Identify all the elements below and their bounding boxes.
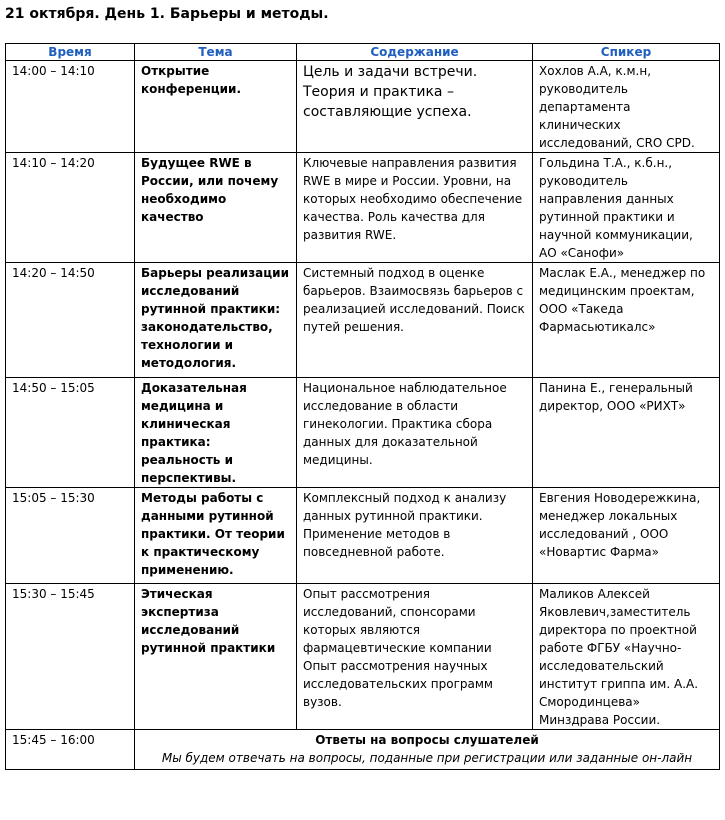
table-row	[6, 61, 720, 153]
speaker-cell: Гольдина Т.А., к.б.н., руководитель направления данных рутинной практики и научной коммуникации, АО «Санофи»	[533, 153, 720, 263]
qa-subtitle: Мы будем отвечать на вопросы, поданные при регистрации или заданные он-лайн	[161, 751, 693, 765]
time-cell: 14:20 – 14:50	[6, 263, 135, 378]
time-cell: 14:00 – 14:10	[6, 61, 135, 153]
table-row	[6, 263, 720, 378]
table-row	[6, 153, 720, 263]
header-content: Содержание	[297, 44, 533, 61]
time-cell: 15:05 – 15:30	[6, 488, 135, 584]
speaker-cell: Маслак Е.А., менеджер по медицинским проектам, ООО «Такеда Фармасьютикалс»	[533, 263, 720, 378]
qa-title: Ответы на вопросы слушателей	[315, 733, 539, 747]
topic-cell: Доказательная медицина и клиническая практика: реальность и перспективы.	[135, 378, 297, 488]
time-cell: 14:10 – 14:20	[6, 153, 135, 263]
content-cell: Системный подход в оценке барьеров. Взаимосвязь барьеров с реализацией исследований. Поиск путей решения.	[297, 263, 533, 378]
speaker-cell: Евгения Новодережкина, менеджер локальных исследований , ООО «Новартис Фарма»	[533, 488, 720, 584]
content-cell: Ключевые направления развития RWE в мире и России. Уровни, на которых необходимо обеспечение качества. Роль качества для развития RWE.	[297, 153, 533, 263]
time-cell: 15:45 – 16:00	[6, 730, 135, 770]
content-cell: Опыт рассмотрения исследований, спонсорами которых являются фармацевтические компании Опыт рассмотрения научных исследовательских программ вузов.	[297, 584, 533, 730]
header-topic: Тема	[135, 44, 297, 61]
time-cell: 15:30 – 15:45	[6, 584, 135, 730]
qa-cell	[135, 730, 720, 770]
time-cell: 14:50 – 15:05	[6, 378, 135, 488]
table-row	[6, 488, 720, 584]
topic-cell: Будущее RWE в России, или почему необходимо качество	[135, 153, 297, 263]
topic-cell: Барьеры реализации исследований рутинной практики: законодательство, технологии и методология.	[135, 263, 297, 378]
topic-cell: Этическая экспертиза исследований рутинной практики	[135, 584, 297, 730]
content-cell: Комплексный подход к анализу данных рутинной практики. Применение методов в повседневной работе.	[297, 488, 533, 584]
page-title: 21 октября. День 1. Барьеры и методы.	[5, 6, 329, 22]
table-row	[6, 378, 720, 488]
table-row	[6, 584, 720, 730]
topic-cell: Методы работы с данными рутинной практики. От теории к практическому применению.	[135, 488, 297, 584]
content-cell: Цель и задачи встречи. Теория и практика – составляющие успеха.	[297, 61, 533, 153]
speaker-cell: Маликов Алексей Яковлевич,заместитель директора по проектной работе ФГБУ «Научно-исследовательский институт гриппа им. А.А. Смородинцева» Минздрава России.	[533, 584, 720, 730]
header-time: Время	[6, 44, 135, 61]
header-speaker: Спикер	[533, 44, 720, 61]
qa-row	[6, 730, 720, 770]
header-row	[6, 44, 720, 61]
speaker-cell: Панина Е., генеральный директор, ООО «РИХТ»	[533, 378, 720, 488]
speaker-cell: Хохлов А.А, к.м.н, руководитель департамента клинических исследований, CRO CPD.	[533, 61, 720, 153]
agenda-table	[5, 43, 720, 770]
content-cell: Национальное наблюдательное исследование в области гинекологии. Практика сбора данных для доказательной медицины.	[297, 378, 533, 488]
topic-cell: Открытие конференции.	[135, 61, 297, 153]
